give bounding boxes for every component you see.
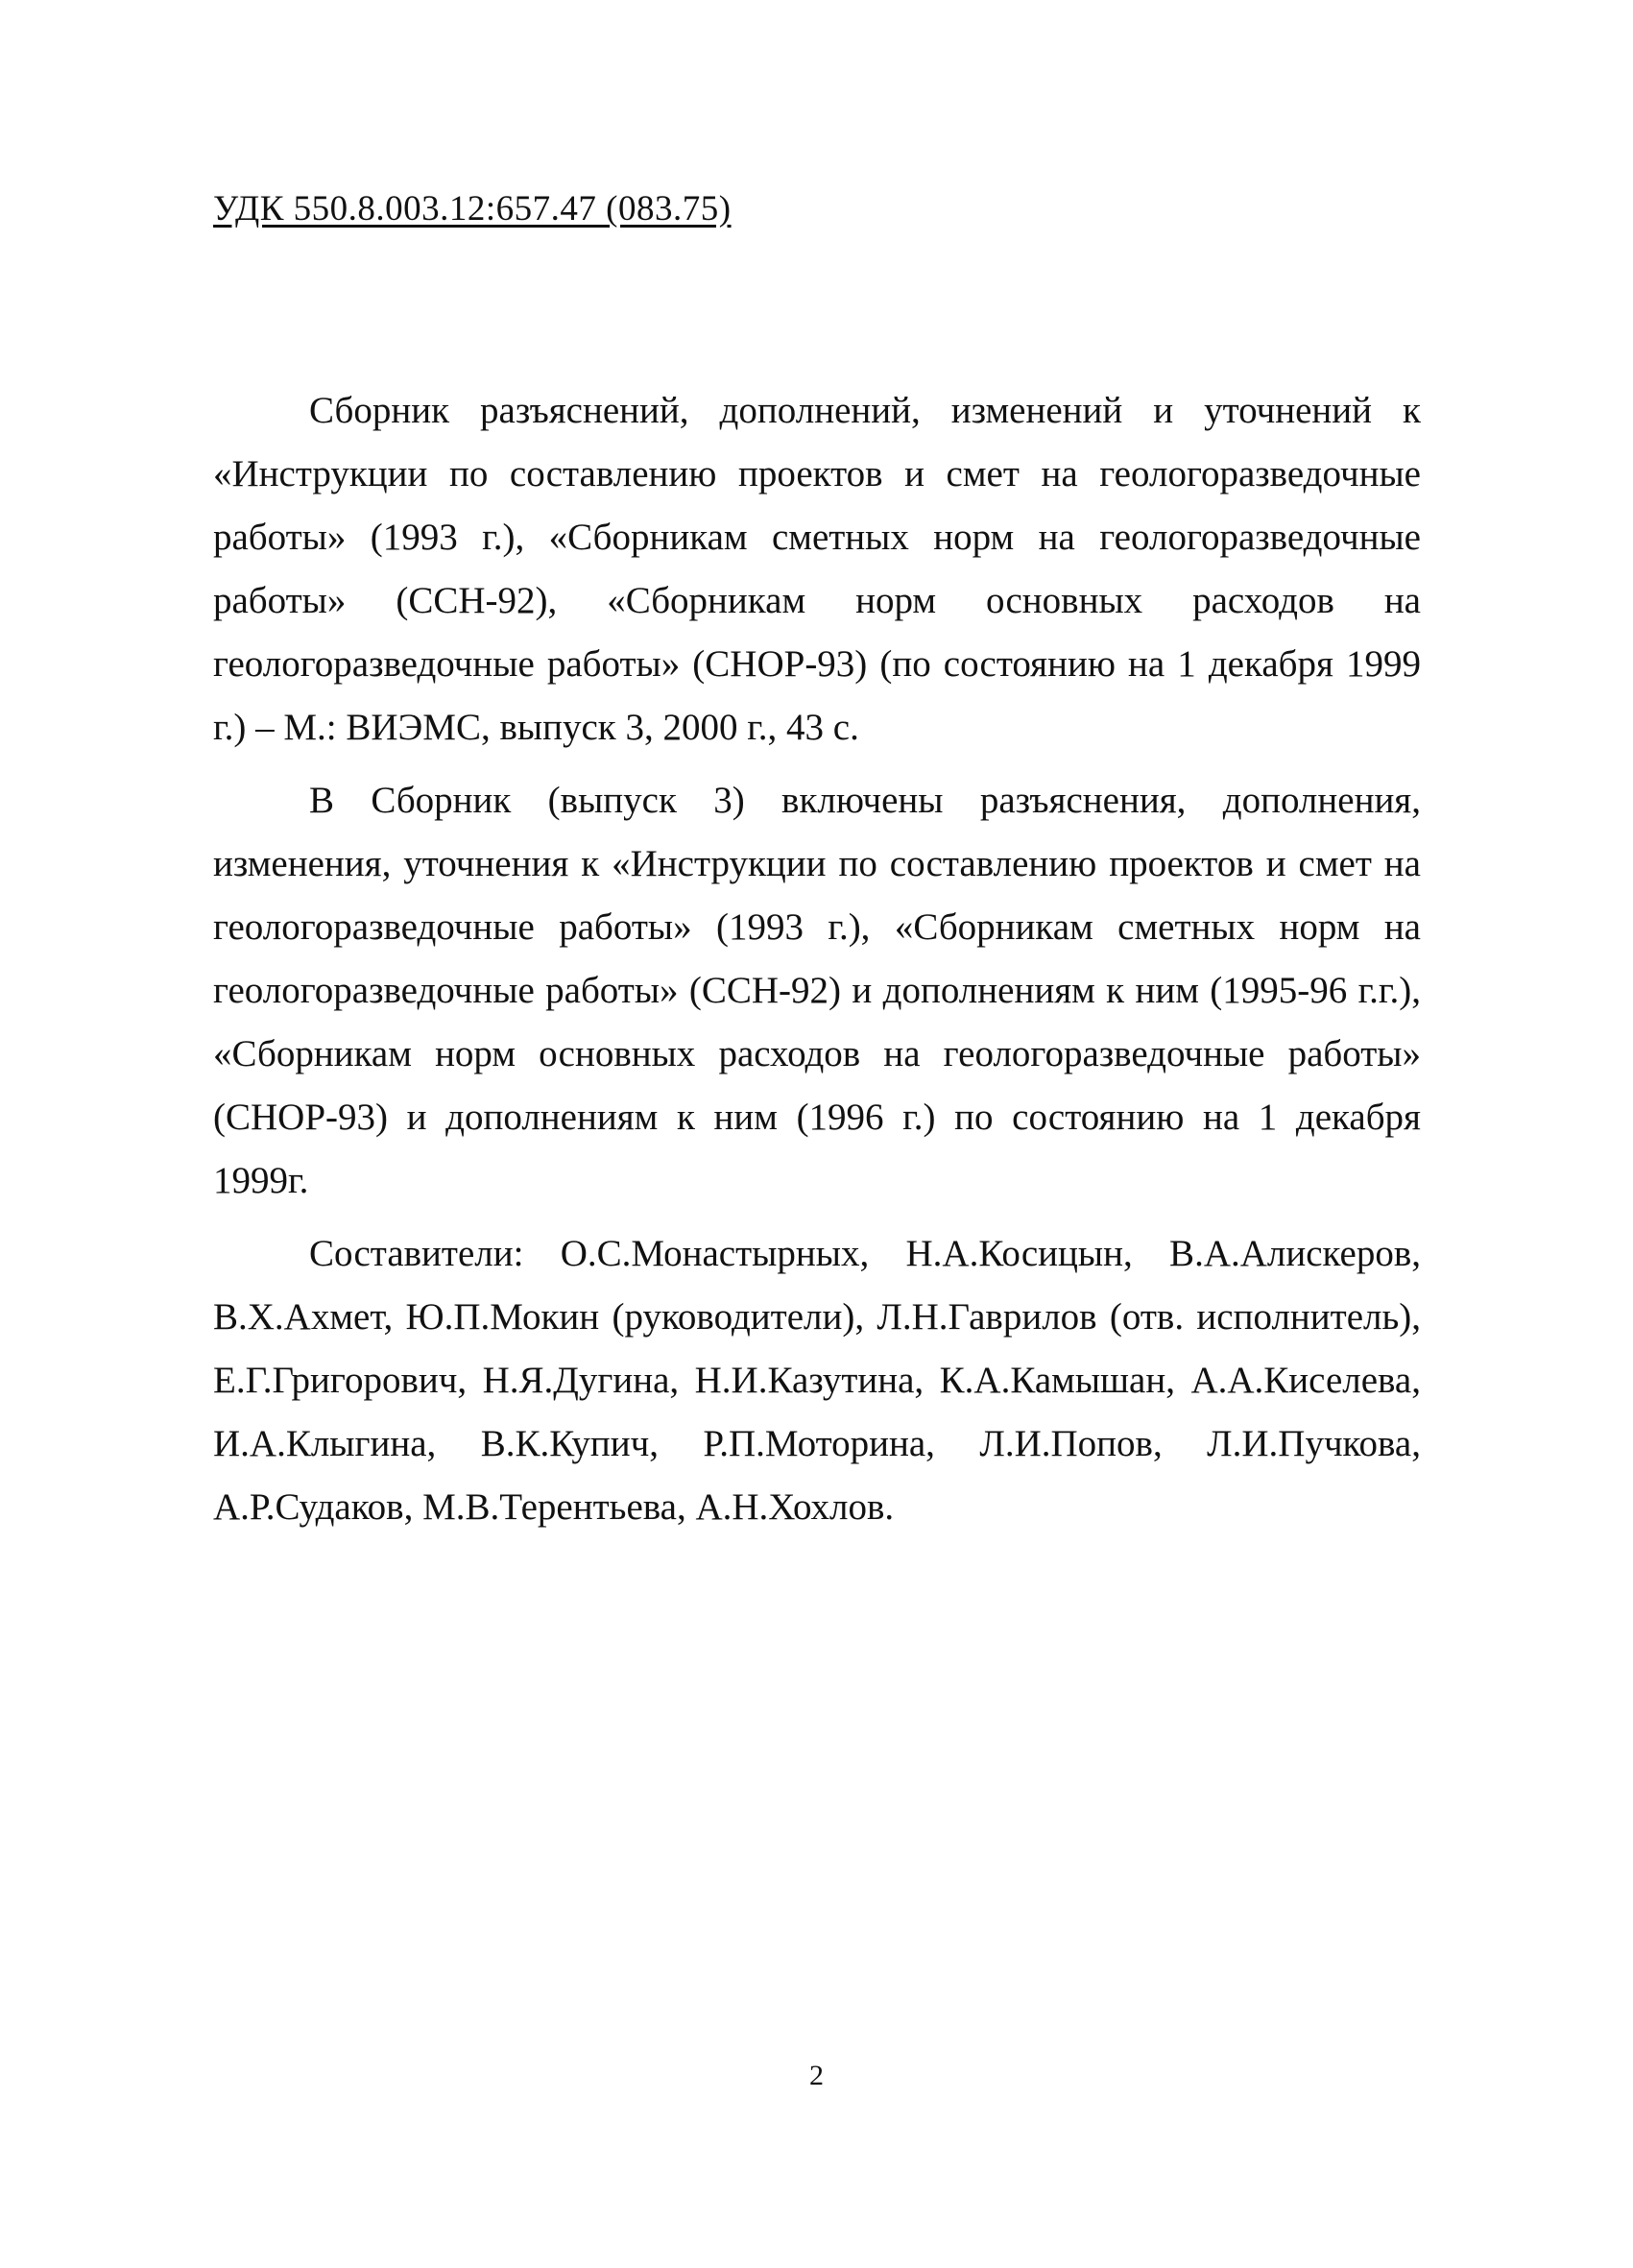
annotation-text bbox=[213, 379, 1421, 1549]
paragraph-collection-contents: В Сборник (выпуск 3) включены разъяснения, дополнения, изменения, уточнения к «Инструкции по составлению проектов и смет на геологоразведочные работы» (1993 г.), «Сборникам сметных норм на геологоразведочные работы» (ССН-92) и дополнениям к ним (1995-96 г.г.), «Сборникам норм основных расходов на геологоразведочные работы» (СНОР-93) и дополнениям к ним (1996 г.) по состоянию на 1 декабря 1999г. bbox=[213, 780, 1421, 1201]
paragraph-collection-description: Сборник разъяснений, дополнений, изменений и уточнений к «Инструкции по составлению проектов и смет на геологоразведочные работы» (1993 г.), «Сборникам сметных норм на геологоразведочные работы» (ССН-92), «Сборникам норм основных расходов на геологоразведочные работы» (СНОР-93) (по состоянию на 1 декабря 1999 г.) – М.: ВИЭМС, выпуск 3, 2000 г., 43 с. bbox=[213, 390, 1421, 748]
page-number: 2 bbox=[809, 2060, 824, 2091]
paragraph-compilers: Составители: О.С.Монастырных, Н.А.Косицын, В.А.Алискеров, В.Х.Ахмет, Ю.П.Мокин (руководители), Л.Н.Гаврилов (отв. исполнитель), Е.Г.Григорович, Н.Я.Дугина, Н.И.Казутина, К.А.Камышан, А.А.Киселева, И.А.Клыгина, В.К.Купич, Р.П.Моторина, Л.И.Попов, Л.И.Пучкова, А.Р.Судаков, М.В.Терентьева, А.Н.Хохлов. bbox=[213, 1233, 1421, 1528]
udc-code: УДК 550.8.003.12:657.47 (083.75) bbox=[213, 189, 732, 229]
